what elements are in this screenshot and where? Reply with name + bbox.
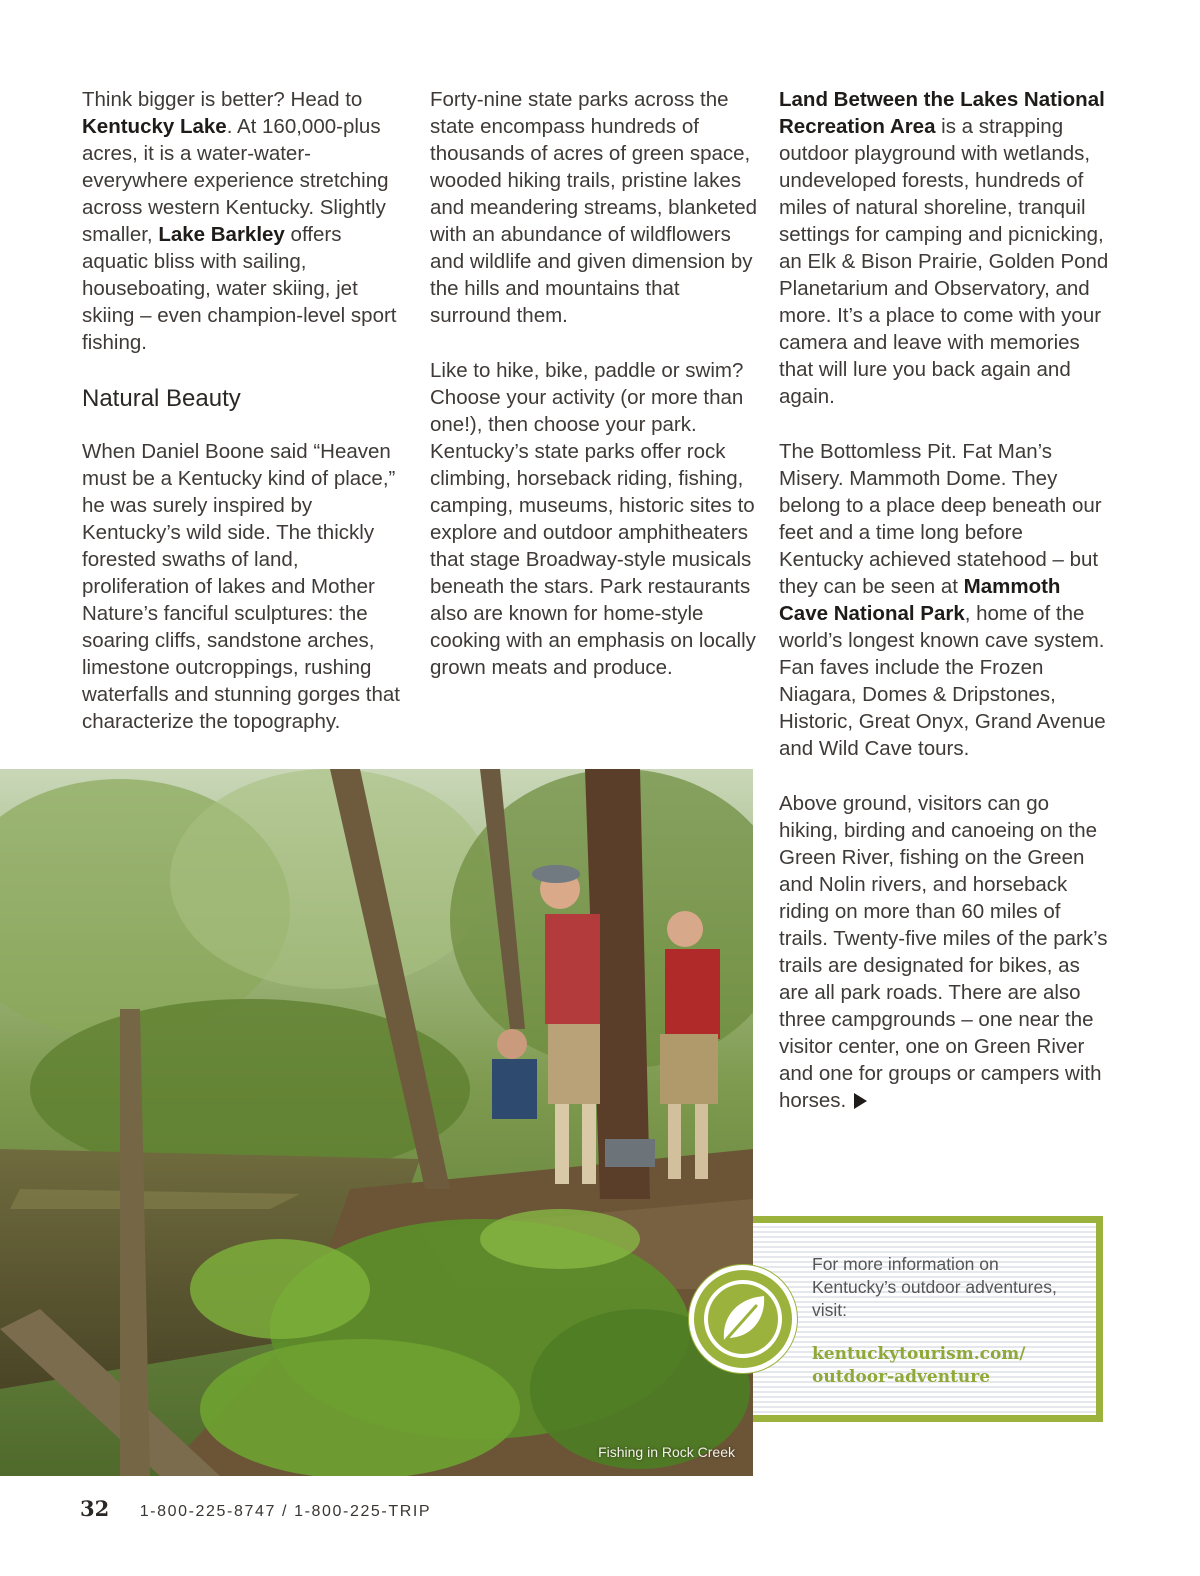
mammoth-cave-link[interactable]: Mammoth Cave National Park [779, 575, 1061, 625]
paragraph-lakes [82, 86, 407, 356]
section-heading: Natural Beauty [82, 385, 241, 412]
link-line-1[interactable]: kentuckytourism.com/ [812, 1344, 1026, 1364]
column-3 [779, 86, 1109, 1142]
leaf-badge [689, 1265, 797, 1373]
paragraph-mammoth-cave [779, 438, 1109, 762]
info-text: For more information on Kentucky’s outdoor adventures, visit: [812, 1254, 1057, 1320]
leaf-icon [694, 1270, 792, 1368]
text-span: offers aquatic bliss with sailing, houseboating, water skiing, jet skiing – even champion-level sport fishing. [82, 223, 397, 354]
outdoor-adventure-link[interactable] [812, 1343, 1072, 1389]
forest-scene-illustration [0, 769, 753, 1476]
page-number: 32 [80, 1496, 110, 1521]
text-span: , home of the world’s longest known cave system. Fan faves include the Frozen Niagara, Domes & Dripstones, Historic, Great Onyx, Grand Avenue and Wild Cave tours. [779, 602, 1106, 760]
paragraph-lbl [779, 86, 1109, 410]
paragraph-activities: Like to hike, bike, paddle or swim? Choose your activity (or more than one!), then choose your park. Kentucky’s state parks offer rock climbing, horseback riding, fishing, camping, museums, historic sites to explore and outdoor amphitheaters that stage Broadway-style musicals beneath the stars. Park restaurants also are known for home-style cooking with an emphasis on locally grown meats and produce. [430, 359, 756, 679]
land-between-lakes-link[interactable]: Land Between the Lakes National Recreation Area [779, 88, 1105, 138]
link-line-2[interactable]: outdoor-adventure [812, 1367, 991, 1387]
text-span: . At 160,000-plus acres, it is a water-water-everywhere experience stretching across western Kentucky. Slightly smaller, [82, 115, 389, 246]
text-span: The Bottomless Pit. Fat Man’s Misery. Mammoth Dome. They belong to a place deep beneath our feet and a time long before Kentucky achieved statehood – but they can be seen at [779, 440, 1102, 598]
column-1 [82, 86, 407, 763]
text-span: Think bigger is better? Head to [82, 88, 363, 111]
paragraph-state-parks: Forty-nine state parks across the state encompass hundreds of thousands of acres of green space, wooded hiking trails, pristine lakes and meandering streams, blanketed with an abundance of wildflowers and wildlife and given dimension by the hills and mountains that surround them. [430, 88, 758, 327]
kentucky-lake-link[interactable]: Kentucky Lake [82, 115, 227, 138]
paragraph-above-ground [779, 790, 1109, 1114]
phone-numbers[interactable]: 1-800-225-8747 / 1-800-225-TRIP [139, 1503, 432, 1520]
continue-arrow-icon [854, 1093, 867, 1109]
lake-barkley-link[interactable]: Lake Barkley [158, 223, 285, 246]
text-span: is a strapping outdoor playground with wetlands, undeveloped forests, hundreds of miles of natural shoreline, tranquil settings for camping and picnicking, an Elk & Bison Prairie, Golden Pond Planetarium and Observatory, and more. It’s a place to come with your camera and leave with memories that will lure you back again and again. [779, 115, 1109, 408]
text-span: Above ground, visitors can go hiking, birding and canoeing on the Green River, fishing on the Green and Nolin rivers, and horseback riding on more than 60 miles of trails. Twenty-five miles of the park’s trails are designated for bikes, as are all park roads. There are also three campgrounds – one near the visitor center, one on Green River and one for groups or campers with horses. [779, 792, 1108, 1112]
fishing-photo [0, 769, 753, 1476]
column-2 [430, 86, 760, 709]
photo-caption: Fishing in Rock Creek [598, 1444, 735, 1460]
info-box [753, 1216, 1103, 1422]
page-footer [80, 1496, 431, 1526]
paragraph-natural-beauty: When Daniel Boone said “Heaven must be a Kentucky kind of place,” he was surely inspired by Kentucky’s wild side. The thickly forested swaths of land, proliferation of lakes and Mother Nature’s fanciful sculptures: the soaring cliffs, sandstone arches, limestone outcroppings, rushing waterfalls and stunning gorges that characterize the topography. [82, 440, 400, 733]
